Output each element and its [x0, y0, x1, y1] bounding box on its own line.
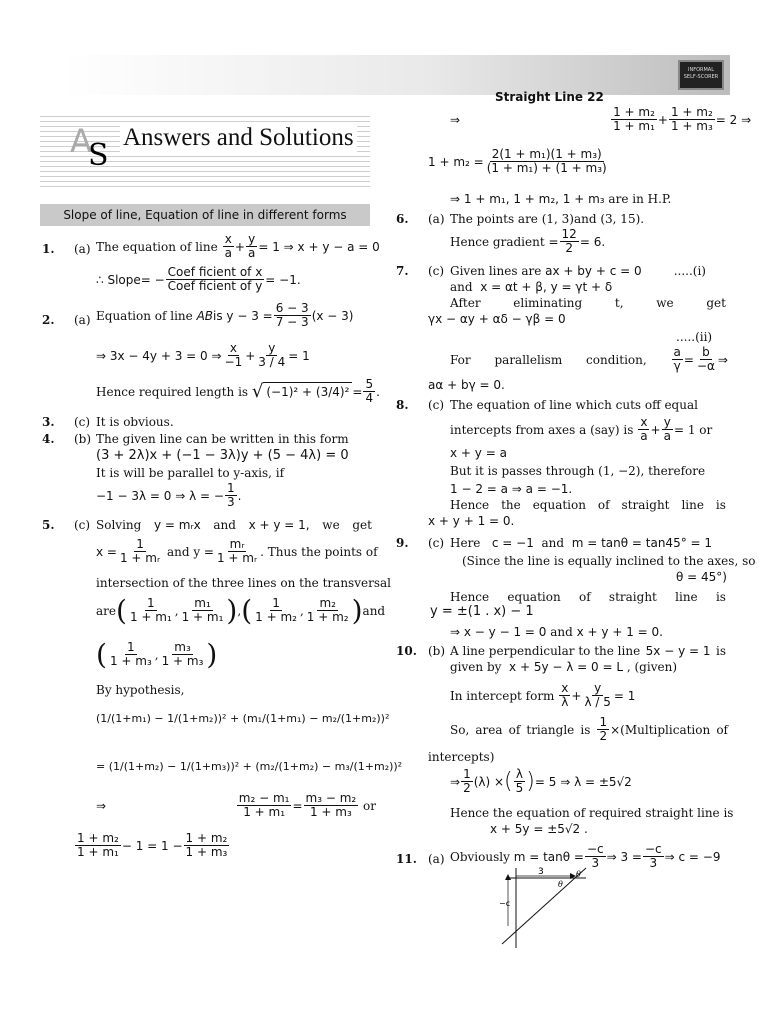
- fig-label-3: 3: [538, 867, 544, 877]
- q1-line2: ∴ Slope= − $\frac{\text{Coef ficient of x}}{\text{Coef ficient of y}}$ = −1.: [96, 265, 301, 294]
- q8-option: (c): [428, 398, 445, 412]
- q6-line1: The points are (1, 3)and (3, 15).: [450, 212, 645, 226]
- q4-line1: The given line can be written in this form: [96, 432, 349, 446]
- q2-line3: Hence required length is √ (−1)² + (3/4)² = $\frac{5}{4}$ .: [96, 377, 380, 406]
- q5-line4: are ( $\frac{1}{\text{1 + m₁}}$ , $\frac{\text{m₁}}{\text{1 + m₁}}$ ) , ( $\frac{1}{\text{1 + m₂}}$ , $\frac{\text{m₂}}{\text{1 + m₂}}$ ) and: [96, 594, 386, 627]
- q7-line6: aα + bγ = 0.: [428, 378, 505, 392]
- q6-line2: Hence gradient = $\frac{12}{2}$ = 6.: [450, 227, 606, 256]
- q5-eq2: = (1/(1+m₂) − 1/(1+m₃))² + (m₂/(1+m₂) − m₃/(1+m₂))²: [96, 760, 403, 773]
- q5-line3: intersection of the three lines on the transversal: [96, 576, 391, 590]
- q6-number: 6.: [396, 212, 409, 226]
- q10-line8: x + 5y = ±5√2 .: [490, 822, 588, 836]
- q5-eq4: $\frac{\text{1 + m₂}}{\text{1 + m₁}}$ − 1 = 1 − $\frac{\text{1 + m₂}}{\text{1 + m₃}}$: [77, 831, 228, 860]
- q5-eq1: (1/(1+m₁) − 1/(1+m₂))² + (m₁/(1+m₁) − m₂/(1+m₂))²: [96, 712, 390, 725]
- q7-line1: Given lines are ax + by + c = 0 .....(i): [450, 264, 706, 278]
- q7-label-ii: .....(ii): [676, 330, 713, 344]
- r-cont-line2: 1 + m₂ = $\frac{\text{2(1 + m₁)(1 + m₃)}}{\text{(1 + m₁) + (1 + m₃)}}$: [428, 147, 607, 176]
- title-monogram-a: A: [70, 122, 92, 160]
- fig-label-theta2: θ: [576, 870, 581, 879]
- q9-line2: (Since the line is equally inclined to the axes, so: [462, 554, 756, 568]
- q5-line5: ( $\frac{1}{\text{1 + m₃}}$ , $\frac{\text{m₃}}{\text{1 + m₃}}$ ): [96, 638, 218, 671]
- q8-line5: 1 − 2 = a ⇒ a = −1.: [450, 482, 573, 496]
- title-monogram-s: S: [88, 138, 109, 173]
- q11-number: 11.: [396, 852, 417, 866]
- fig-label-c: −c: [499, 899, 511, 908]
- q9-line6: ⇒ x − y − 1 = 0 and x + y + 1 = 0.: [450, 625, 663, 639]
- q4-line4: −1 − 3λ = 0 ⇒ λ = − $\frac{1}{3}$ .: [96, 481, 242, 510]
- q2-line1: Equation of line AB is y − 3 = $\frac{6 - 3}{7 - 3}$ (x − 3): [96, 301, 354, 330]
- q10-line7: Hence the equation of required straight line is: [450, 806, 734, 820]
- r-cont-line1: ⇒ $\frac{\text{1 + m₂}}{\text{1 + m₁}}$ + $\frac{\text{1 + m₂}}{\text{1 + m₃}}$ = 2 ⇒: [450, 105, 752, 134]
- q8-line1: The equation of line which cuts off equal: [450, 398, 698, 412]
- q10-line1: A line perpendicular to the line 5x − y = 1 is: [450, 644, 726, 658]
- q7-number: 7.: [396, 264, 409, 278]
- q10-line4: So, area of triangle is $\frac{1}{2}$ ×(Multiplication of: [450, 715, 728, 744]
- q8-line3: x + y = a: [450, 446, 507, 460]
- page-label: Straight Line 22: [495, 90, 604, 104]
- page-title: Answers and Solutions: [120, 124, 357, 152]
- q10-line5: intercepts): [428, 750, 495, 764]
- q10-line3: In intercept form $\frac{x}{\lambda}$ + $\frac{y}{\lambda / 5}$ = 1: [450, 681, 636, 710]
- q5-line6: By hypothesis,: [96, 683, 185, 697]
- q7-line4: γx − αy + αδ − γβ = 0: [428, 312, 566, 326]
- q11-figure: [496, 866, 606, 950]
- q3-option: (c): [74, 415, 91, 429]
- r-cont-line3: ⇒ 1 + m₁, 1 + m₂, 1 + m₃ are in H.P.: [450, 192, 672, 206]
- q5-eq3: ⇒ $\frac{\text{m₂ − m₁}}{\text{1 + m₁}}$ = $\frac{\text{m₃ − m₂}}{\text{1 + m₃}}$ or: [96, 791, 376, 820]
- q11-option: (a): [428, 852, 445, 866]
- q3-text: It is obvious.: [96, 415, 174, 429]
- fig-arrowhead-c: [505, 874, 511, 880]
- q4-line3: It is will be parallel to y-axis, if: [96, 466, 285, 480]
- q5-number: 5.: [42, 518, 55, 532]
- q7-line2: and x = αt + β, y = γt + δ: [450, 280, 613, 294]
- q9-number: 9.: [396, 536, 409, 550]
- q8-line2: intercepts from axes a (say) is $\frac{x}{a}$ + $\frac{y}{a}$ = 1 or: [450, 415, 713, 444]
- q7-option: (c): [428, 264, 445, 278]
- q9-option: (c): [428, 536, 445, 550]
- q1-option: (a): [74, 242, 91, 256]
- q5-line2: x = $\frac{1}{\text{1 + mᵣ}}$ and y = $\frac{\text{mᵣ}}{\text{1 + mᵣ}}$ . Thus the points of: [96, 537, 378, 566]
- q4-line2: (3 + 2λ)x + (−1 − 3λ)y + (5 − 4λ) = 0: [96, 448, 349, 463]
- q2-line2: ⇒ 3x − 4y + 3 = 0 ⇒ $\frac{x}{-1}$ + $\frac{y}{3 / 4}$ = 1: [96, 341, 310, 370]
- publisher-logo: INFORMAL SELF-SCORER: [678, 60, 724, 90]
- q10-line2: given by x + 5y − λ = 0 = L , (given): [450, 660, 677, 674]
- q2-option: (a): [74, 313, 91, 327]
- fig-slant-line: [502, 868, 586, 944]
- q2-number: 2.: [42, 313, 55, 327]
- q7-line5: For parallelism condition, $\frac{a}{\gamma}$ = $\frac{b}{-\alpha}$ ⇒: [450, 345, 728, 374]
- section-heading: Slope of line, Equation of line in different forms: [40, 204, 370, 226]
- q10-number: 10.: [396, 644, 417, 658]
- q4-option: (b): [74, 432, 92, 446]
- q9-line4: Hence equation of straight line is: [450, 590, 726, 604]
- q4-number: 4.: [42, 432, 55, 446]
- q7-line3: After eliminating t, we get: [450, 296, 726, 310]
- q9-line5: y = ±(1 . x) − 1: [430, 604, 534, 619]
- q10-option: (b): [428, 644, 446, 658]
- q6-option: (a): [428, 212, 445, 226]
- q3-number: 3.: [42, 415, 55, 429]
- q1-line1: The equation of line $\frac{x}{a}$ + $\frac{y}{a}$ = 1 ⇒ x + y − a = 0: [96, 232, 380, 261]
- q9-line3: θ = 45°): [676, 570, 727, 584]
- q8-line4: But it is passes through (1, −2), therefore: [450, 464, 706, 478]
- q8-line7: x + y + 1 = 0.: [428, 514, 515, 528]
- fig-label-theta1: θ: [558, 880, 563, 889]
- q8-line6: Hence the equation of straight line is: [450, 498, 726, 512]
- q11-line1: Obviously m = tanθ = $\frac{-c}{3}$ ⇒ 3 = $\frac{-c}{3}$ ⇒ c = −9: [450, 842, 721, 871]
- header-bar: [62, 55, 730, 95]
- q8-number: 8.: [396, 398, 409, 412]
- q10-line6: ⇒ $\frac{1}{2}$ (λ) × ( $\frac{\lambda}{5}$ ) = 5 ⇒ λ = ±5√2: [450, 767, 632, 796]
- q5-line1: Solving y = mᵣx and x + y = 1, we get: [96, 518, 372, 532]
- q5-option: (c): [74, 518, 91, 532]
- q9-line1: Here c = −1 and m = tanθ = tan45° = 1: [450, 536, 713, 550]
- q1-number: 1.: [42, 242, 55, 256]
